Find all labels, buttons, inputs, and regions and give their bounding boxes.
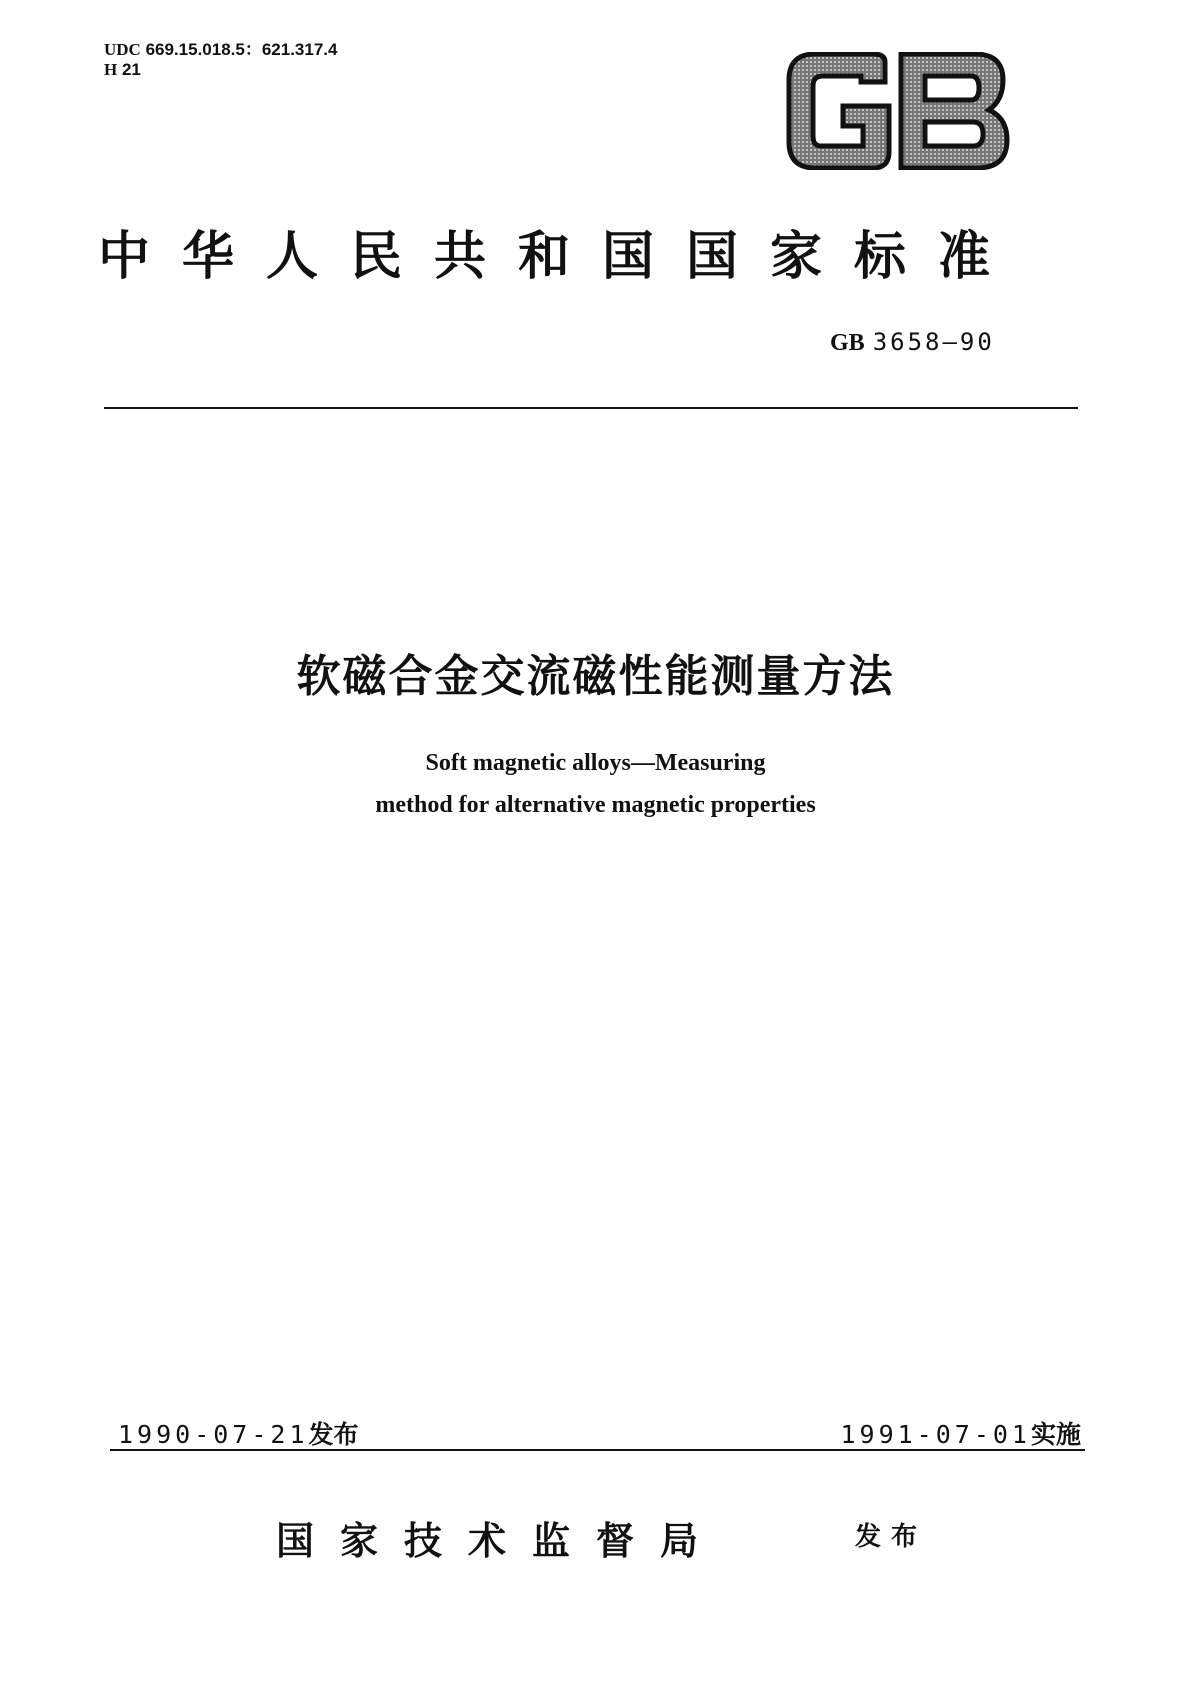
footer-divider bbox=[110, 1449, 1085, 1451]
udc-code: 669.15.018.5：621.317.4 bbox=[145, 40, 338, 59]
effective-date-value: 1991-07-01 bbox=[840, 1420, 1031, 1449]
class-label: H bbox=[104, 60, 118, 79]
udc-label: UDC bbox=[104, 40, 141, 59]
english-title-line-2: method for alternative magnetic properties bbox=[375, 792, 816, 818]
publisher-action: 发布 bbox=[855, 1522, 928, 1552]
header-divider bbox=[104, 407, 1078, 409]
english-title bbox=[0, 742, 1191, 826]
class-line bbox=[104, 60, 337, 80]
effective-date bbox=[840, 1415, 1081, 1451]
udc-line bbox=[104, 40, 337, 60]
english-title-line-1: Soft magnetic alloys—Measuring bbox=[425, 750, 766, 776]
standard-number bbox=[830, 328, 995, 357]
chinese-title: 软磁合金交流磁性能测量方法 bbox=[296, 651, 895, 702]
gb-logo-icon bbox=[785, 52, 1010, 170]
issue-label: 发布 bbox=[308, 1420, 359, 1449]
issue-date-value: 1990-07-21 bbox=[118, 1420, 309, 1449]
standard-prefix: GB bbox=[830, 330, 865, 356]
udc-block bbox=[104, 40, 337, 80]
national-standard-heading: 中华人民共和国国家标准 bbox=[98, 226, 1023, 287]
effective-label: 实施 bbox=[1030, 1420, 1081, 1449]
standard-code: 3658—90 bbox=[872, 328, 995, 356]
class-code: 21 bbox=[121, 60, 141, 79]
publisher-name: 国家技术监督局 bbox=[276, 1518, 725, 1563]
issue-date bbox=[118, 1415, 359, 1451]
